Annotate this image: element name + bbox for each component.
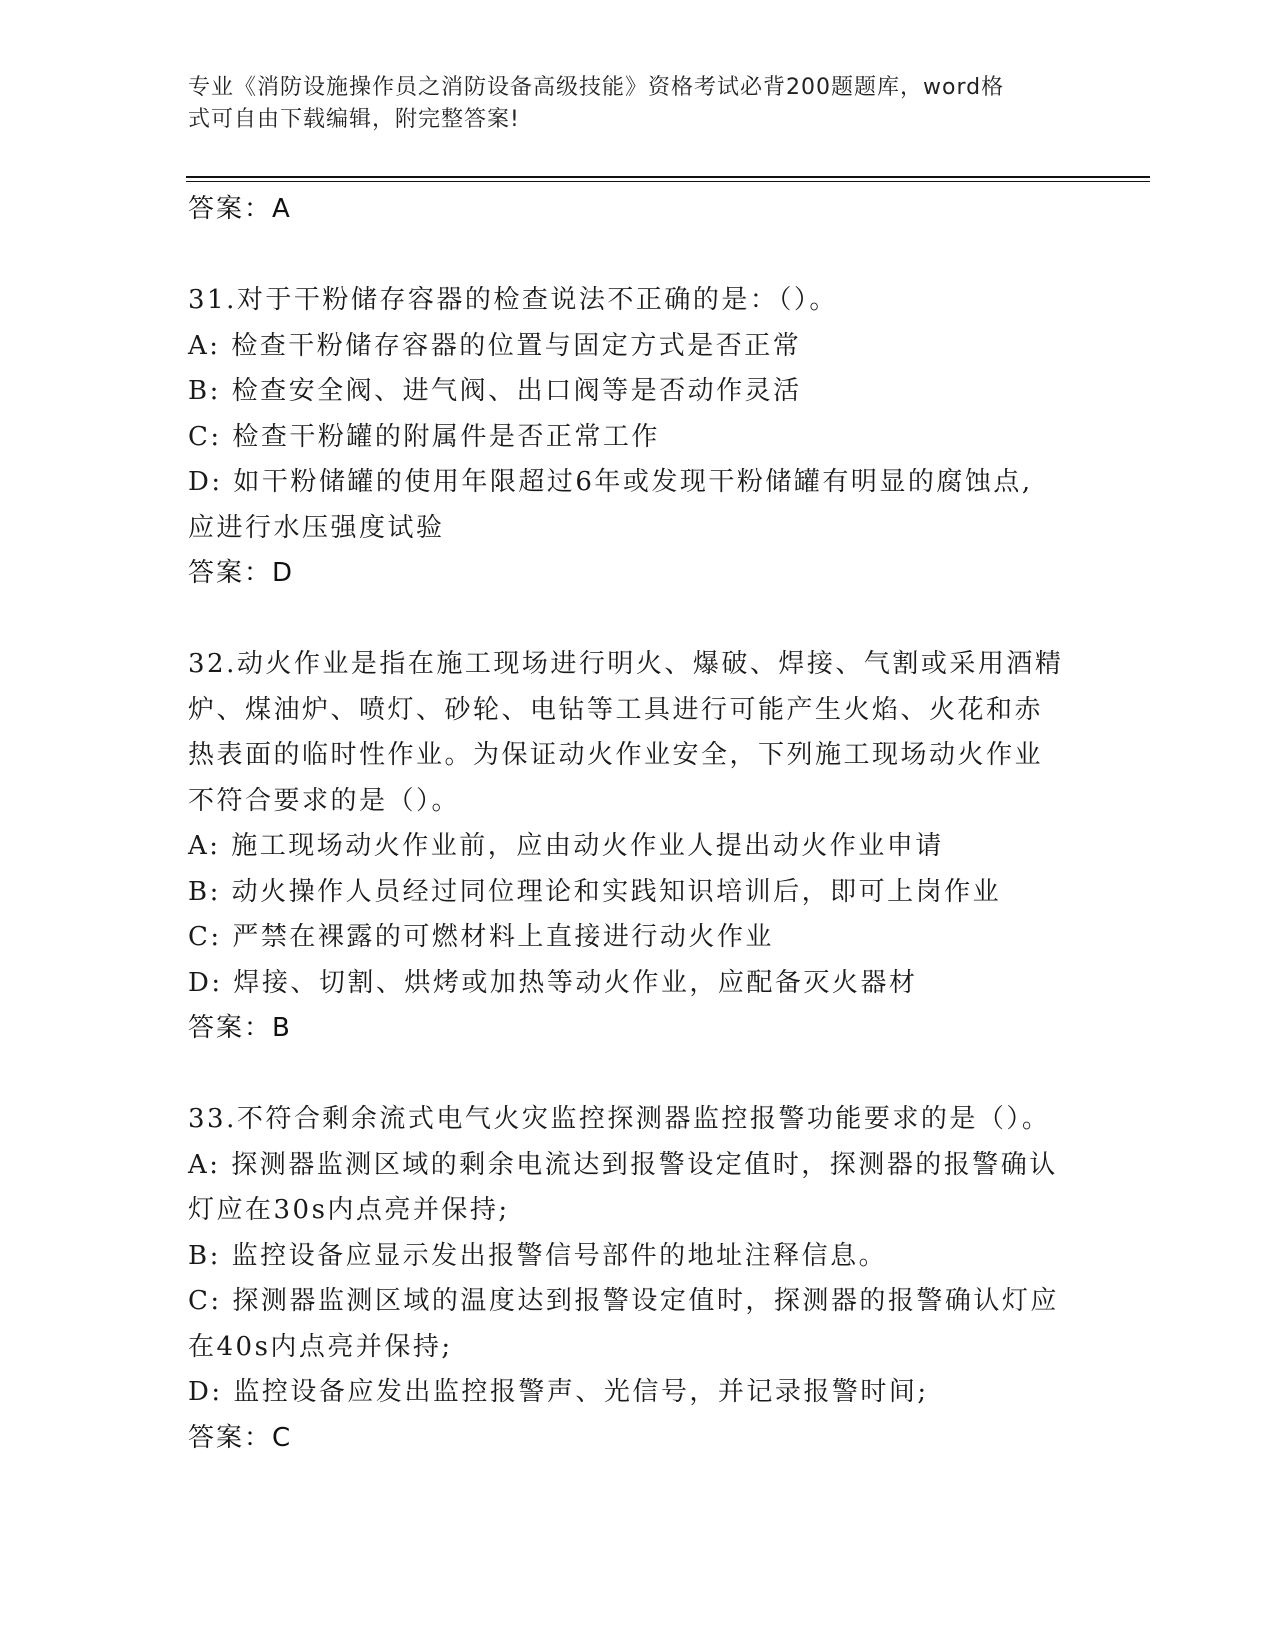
option-c: C: 严禁在裸露的可燃材料上直接进行动火作业 [188,922,774,952]
answer: 答案：C [188,1422,293,1453]
answer: 答案：B [188,1013,292,1043]
option-c: C: 检查干粉罐的附属件是否正常工作 [188,421,660,452]
option-c-continued: 在40s内点亮并保持; [188,1331,453,1362]
document-header [188,72,1068,136]
option-d: D: 如干粉储罐的使用年限超过6年或发现干粉储罐有明显的腐蚀点, [188,467,1033,497]
answer: 答案：D [188,558,295,588]
option-d-continued: 应进行水压强度试验 [188,512,445,543]
option-a: A: 检查干粉储存容器的位置与固定方式是否正常 [188,330,802,361]
option-b: B: 检查安全阀、进气阀、出口阀等是否动作灵活 [188,376,802,406]
question-text: 31.对于干粉储存容器的检查说法不正确的是：（）。 [188,285,838,315]
question-text-continued: 不符合要求的是（）。 [188,785,461,816]
option-a: A: 探测器监测区域的剩余电流达到报警设定值时，探测器的报警确认 [188,1149,1058,1180]
option-d: D: 监控设备应发出监控报警声、光信号，并记录报警时间; [188,1377,929,1407]
header-rule-thin [186,181,1150,182]
header-rule-thick [186,176,1150,178]
question-text-continued: 炉、煤油炉、喷灯、砂轮、电钻等工具进行可能产生火焰、火花和赤 [188,694,1044,725]
question-33 [188,1097,1088,1461]
header-line-1: 专业《消防设施操作员之消防设备高级技能》资格考试必背200题题库，word格 [188,75,1005,100]
question-content [188,187,1088,1461]
option-c: C: 探测器监测区域的温度达到报警设定值时，探测器的报警确认灯应 [188,1286,1059,1316]
question-text: 33.不符合剩余流式电气火灾监控探测器监控报警功能要求的是（）。 [188,1104,1051,1134]
question-32 [188,642,1088,1052]
option-b: B: 监控设备应显示发出报警信号部件的地址注释信息。 [188,1240,888,1271]
question-31 [188,278,1088,597]
option-b: B: 动火操作人员经过同位理论和实践知识培训后，即可上岗作业 [188,876,1002,907]
option-a-continued: 灯应在30s内点亮并保持; [188,1195,510,1225]
previous-answer: 答案：A [188,194,292,224]
option-a: A: 施工现场动火作业前，应由动火作业人提出动火作业申请 [188,831,944,861]
question-text: 32.动火作业是指在施工现场进行明火、爆破、焊接、气割或采用酒精 [188,649,1064,679]
question-text-continued: 热表面的临时性作业。为保证动火作业安全，下列施工现场动火作业 [188,740,1044,770]
option-d: D: 焊接、切割、烘烤或加热等动火作业，应配备灭火器材 [188,967,918,998]
header-line-2: 式可自由下载编辑，附完整答案! [188,107,520,132]
